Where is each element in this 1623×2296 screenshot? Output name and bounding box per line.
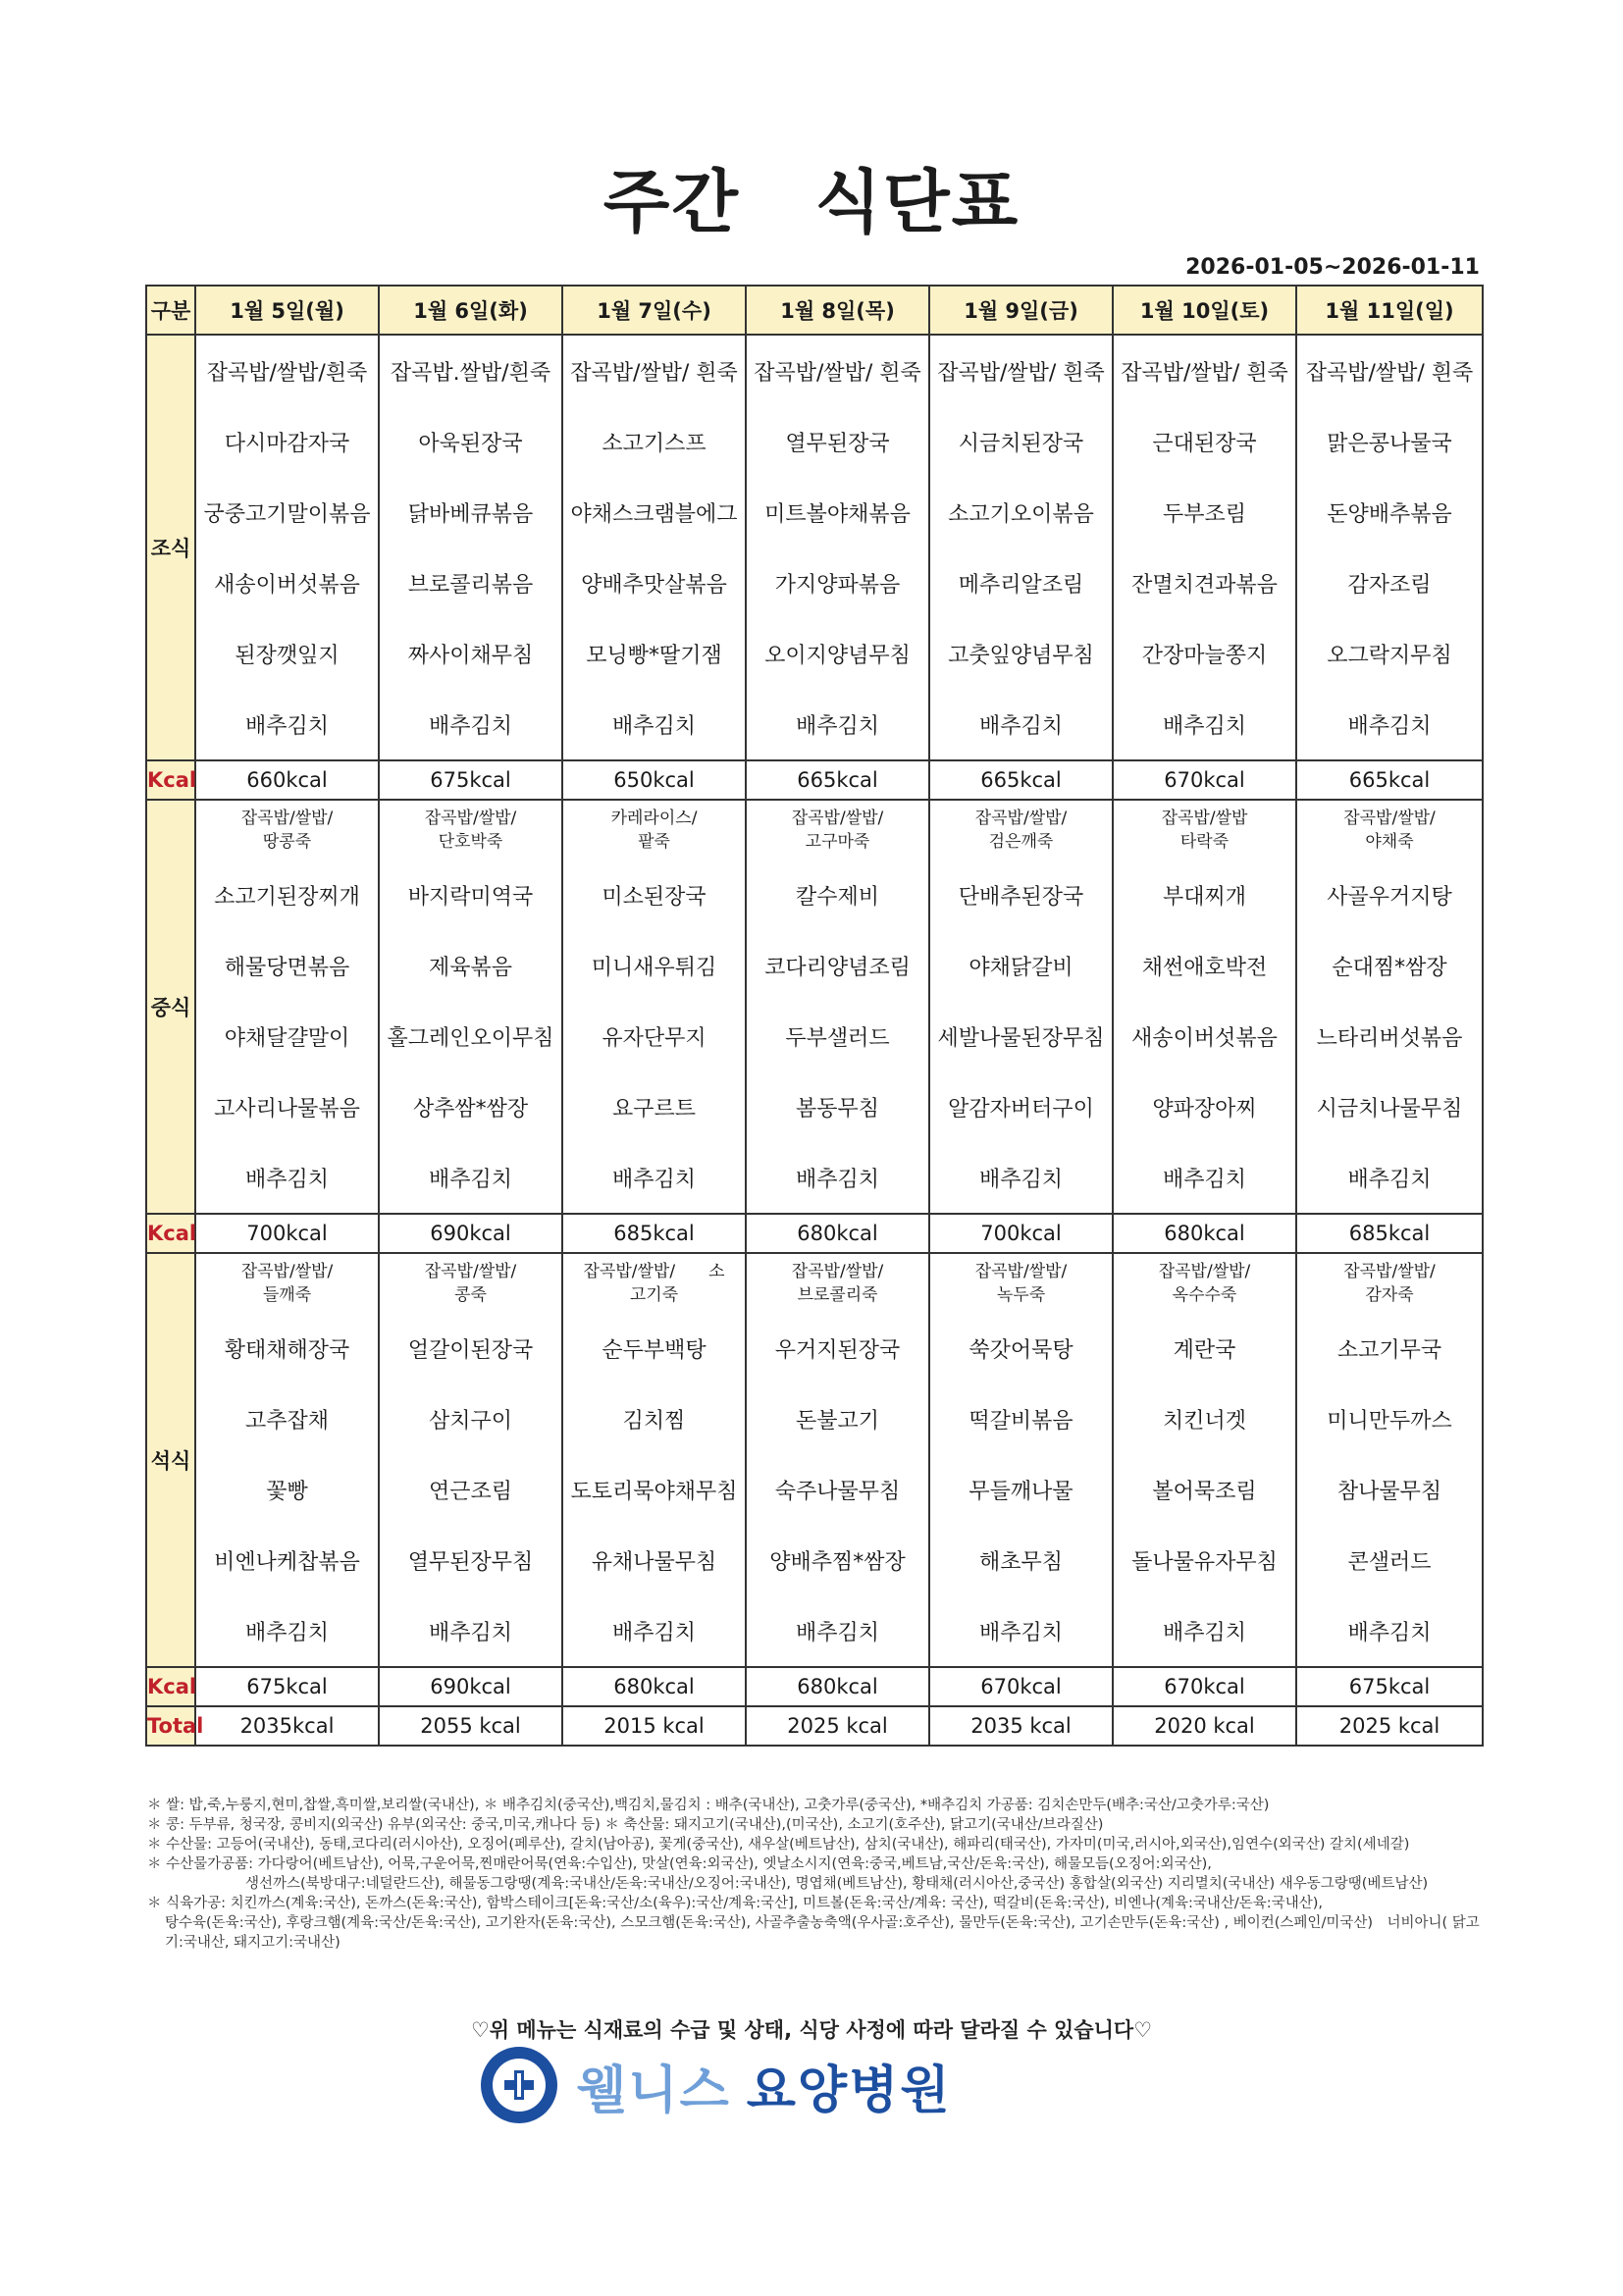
kcal-value: 665kcal — [1296, 760, 1483, 800]
porridge-item — [929, 800, 1113, 860]
menu-item: 미소된장국 — [562, 860, 746, 930]
kcal-row — [146, 1667, 1483, 1706]
total-value: 2055 kcal — [379, 1706, 562, 1746]
menu-item: 간장마늘쫑지 — [1113, 618, 1296, 689]
day-header: 1월 7일(수) — [562, 286, 746, 335]
porridge-line: 잡곡밥/쌀밥/ — [240, 809, 334, 828]
menu-item: 연근조림 — [379, 1454, 562, 1525]
menu-item: 비엔나케찹볶음 — [195, 1525, 379, 1595]
menu-item: 황태채해장국 — [195, 1313, 379, 1383]
menu-item: 소고기된장찌개 — [195, 860, 379, 930]
menu-item: 시금치나물무침 — [1296, 1071, 1483, 1142]
menu-item: 잔멸치견과볶음 — [1113, 548, 1296, 618]
porridge-item — [1113, 1253, 1296, 1313]
total-value: 2035kcal — [195, 1706, 379, 1746]
breakfast-row — [146, 689, 1483, 760]
category-header: 구분 — [146, 286, 195, 335]
porridge-line: 잡곡밥/쌀밥/ — [791, 1262, 884, 1281]
menu-item: 배추김치 — [195, 1595, 379, 1667]
menu-item: 배추김치 — [1113, 1142, 1296, 1214]
menu-item: 배추김치 — [379, 689, 562, 760]
menu-item: 아욱된장국 — [379, 406, 562, 477]
menu-item: 꽃빵 — [195, 1454, 379, 1525]
kcal-row — [146, 1214, 1483, 1253]
menu-item: 삼치구이 — [379, 1383, 562, 1454]
porridge-item — [1113, 800, 1296, 860]
menu-item: 느타리버섯볶음 — [1296, 1001, 1483, 1071]
kcal-value: 675kcal — [195, 1667, 379, 1706]
menu-item: 근대된장국 — [1113, 406, 1296, 477]
porridge-line: 잡곡밥/쌀밥 — [1161, 809, 1248, 828]
porridge-item — [1296, 1253, 1483, 1313]
kcal-row — [146, 760, 1483, 800]
porridge-item — [379, 800, 562, 860]
menu-item: 고사리나물볶음 — [195, 1071, 379, 1142]
porridge-line: 팥죽 — [638, 832, 670, 852]
date-range: 2026-01-05~2026-01-11 — [1185, 255, 1480, 280]
menu-item: 궁중고기말이볶음 — [195, 477, 379, 548]
porridge-line: 잡곡밥/쌀밥/ — [240, 1262, 334, 1281]
kcal-value: 675kcal — [1296, 1667, 1483, 1706]
menu-item: 새송이버섯볶음 — [1113, 1001, 1296, 1071]
menu-item: 돈불고기 — [746, 1383, 929, 1454]
porridge-line: 감자죽 — [1365, 1285, 1414, 1305]
kcal-value: 680kcal — [746, 1214, 929, 1253]
kcal-value: 665kcal — [746, 760, 929, 800]
porridge-line: 잡곡밥/쌀밥/ — [974, 1262, 1068, 1281]
porridge-item — [379, 1253, 562, 1313]
menu-item: 배추김치 — [929, 1595, 1113, 1667]
origin-notes — [147, 1796, 1482, 1953]
menu-item: 돌나물유자무침 — [1113, 1525, 1296, 1595]
kcal-value: 685kcal — [562, 1214, 746, 1253]
menu-item: 배추김치 — [1296, 1142, 1483, 1214]
menu-item: 부대찌개 — [1113, 860, 1296, 930]
menu-item: 양배추찜*쌈장 — [746, 1525, 929, 1595]
menu-item: 잡곡밥/쌀밥/ 흰죽 — [1113, 335, 1296, 406]
breakfast-row — [146, 477, 1483, 548]
menu-item: 양파장아찌 — [1113, 1071, 1296, 1142]
porridge-item — [195, 800, 379, 860]
menu-item: 코다리양념조림 — [746, 930, 929, 1001]
menu-item: 열무된장국 — [746, 406, 929, 477]
porridge-line: 잡곡밥/쌀밥/ — [424, 1262, 517, 1281]
porridge-line: 잡곡밥/쌀밥/ — [1343, 1262, 1436, 1281]
porridge-line: 잡곡밥/쌀밥/ 소 — [583, 1262, 725, 1281]
page-title: 주간 식단표 — [602, 162, 1021, 242]
menu-item: 배추김치 — [1113, 1595, 1296, 1667]
total-value: 2015 kcal — [562, 1706, 746, 1746]
kcal-label: Kcal — [146, 1214, 195, 1253]
kcal-value: 680kcal — [1113, 1214, 1296, 1253]
menu-item: 상추쌈*쌈장 — [379, 1071, 562, 1142]
note-line: ＊ 콩: 두부류, 청국장, 콩비지(외국산) 유부(외국산: 중국,미국,캐나다 등) ＊ 축산물: 돼지고기(국내산),(미국산), 소고기(호주산), 닭고기(국내산/브라질산) — [147, 1817, 1104, 1833]
kcal-value: 650kcal — [562, 760, 746, 800]
menu-item: 해초무침 — [929, 1525, 1113, 1595]
menu-item: 배추김치 — [1296, 1595, 1483, 1667]
porridge-line: 브로콜리죽 — [797, 1285, 878, 1305]
lunch-row — [146, 1001, 1483, 1071]
menu-item: 얼갈이된장국 — [379, 1313, 562, 1383]
hospital-brand — [481, 2046, 952, 2124]
menu-item: 볼어묵조림 — [1113, 1454, 1296, 1525]
dinner-row — [146, 1454, 1483, 1525]
lunch-row — [146, 930, 1483, 1001]
breakfast-row — [146, 548, 1483, 618]
porridge-line: 잡곡밥/쌀밥/ — [974, 809, 1068, 828]
menu-item: 소고기오이볶음 — [929, 477, 1113, 548]
menu-item: 시금치된장국 — [929, 406, 1113, 477]
note-line: 생선까스(북방대구:네덜란드산), 해물동그랑땡(계육:국내산/돈육:국내산/오징어:국내산), 명엽채(베트남산), 황태채(러시아산,중국산) 홍합살(외국산) 지리멸치(국내산) 새우동그랑땡(베트남산) — [245, 1876, 1429, 1892]
menu-item: 소고기무국 — [1296, 1313, 1483, 1383]
porridge-line: 카레라이스/ — [610, 809, 698, 828]
menu-item: 야채스크램블에그 — [562, 477, 746, 548]
menu-item: 유채나물무침 — [562, 1525, 746, 1595]
porridge-line: 콩죽 — [454, 1285, 487, 1305]
porridge-line: 야채죽 — [1365, 832, 1414, 852]
day-header: 1월 5일(월) — [195, 286, 379, 335]
lunch-row — [146, 1142, 1483, 1214]
menu-item: 배추김치 — [195, 689, 379, 760]
header-row — [146, 286, 1483, 335]
kcal-value: 670kcal — [1113, 760, 1296, 800]
total-value: 2025 kcal — [1296, 1706, 1483, 1746]
menu-item: 잡곡밥/쌀밥/ 흰죽 — [1296, 335, 1483, 406]
porridge-item — [195, 1253, 379, 1313]
menu-item: 요구르트 — [562, 1071, 746, 1142]
porridge-line: 단호박죽 — [438, 832, 503, 852]
menu-item: 가지양파볶음 — [746, 548, 929, 618]
porridge-line: 잡곡밥/쌀밥/ — [1343, 809, 1436, 828]
porridge-line: 고구마죽 — [805, 832, 870, 852]
menu-item: 미니새우튀김 — [562, 930, 746, 1001]
menu-item: 숙주나물무침 — [746, 1454, 929, 1525]
menu-item: 배추김치 — [195, 1142, 379, 1214]
menu-item: 콘샐러드 — [1296, 1525, 1483, 1595]
porridge-line: 잡곡밥/쌀밥/ — [424, 809, 517, 828]
breakfast-row — [146, 406, 1483, 477]
menu-item: 배추김치 — [1113, 689, 1296, 760]
porridge-item — [562, 800, 746, 860]
menu-item: 칼수제비 — [746, 860, 929, 930]
menu-item: 오이지양념무침 — [746, 618, 929, 689]
menu-item: 홀그레인오이무침 — [379, 1001, 562, 1071]
lunch-label: 중식 — [146, 800, 195, 1214]
menu-item: 치킨너겟 — [1113, 1383, 1296, 1454]
porridge-line: 잡곡밥/쌀밥/ — [791, 809, 884, 828]
menu-item: 배추김치 — [746, 1595, 929, 1667]
total-row — [146, 1706, 1483, 1746]
menu-item: 사골우거지탕 — [1296, 860, 1483, 930]
total-value: 2025 kcal — [746, 1706, 929, 1746]
note-line: ＊ 수산물가공품: 가다랑어(베트남산), 어묵,구운어묵,찐매란어묵(연육:수입산), 맛살(연육:외국산), 엣날소시지(연육:중국,베트남,국산/돈육:국산), 해물모듬(오징어:외국산), — [147, 1856, 1212, 1872]
menu-item: 도토리묵야채무침 — [562, 1454, 746, 1525]
kcal-value: 690kcal — [379, 1214, 562, 1253]
menu-item: 모닝빵*딸기잼 — [562, 618, 746, 689]
lunch-row — [146, 1071, 1483, 1142]
day-header: 1월 8일(목) — [746, 286, 929, 335]
dinner-porridge-row — [146, 1253, 1483, 1313]
menu-item: 단배추된장국 — [929, 860, 1113, 930]
note-line: ＊ 식육가공: 치킨까스(계육:국산), 돈까스(돈육:국산), 함박스테이크[돈육:국산/소(육우):국산/계육:국산], 미트볼(돈육:국산/계육: 국산), 떡갈비(돈육:국산), 비엔나(계육:국내산/돈육:국내산), — [147, 1896, 1323, 1911]
menu-item: 바지락미역국 — [379, 860, 562, 930]
menu-item: 배추김치 — [562, 689, 746, 760]
kcal-value: 700kcal — [195, 1214, 379, 1253]
lunch-porridge-row — [146, 800, 1483, 860]
menu-item: 잡곡밥.쌀밥/흰죽 — [379, 335, 562, 406]
kcal-label: Kcal — [146, 760, 195, 800]
kcal-value: 675kcal — [379, 760, 562, 800]
menu-item: 짜사이채무침 — [379, 618, 562, 689]
breakfast-label: 조식 — [146, 335, 195, 760]
menu-body — [146, 335, 1483, 1746]
menu-change-notice: ♡위 메뉴는 식재료의 수급 및 상태, 식당 사정에 따라 달라질 수 있습니다♡ — [470, 2018, 1153, 2042]
menu-item: 두부조림 — [1113, 477, 1296, 548]
porridge-item — [1296, 800, 1483, 860]
menu-item: 배추김치 — [562, 1595, 746, 1667]
dinner-row — [146, 1383, 1483, 1454]
porridge-line: 들깨죽 — [262, 1285, 312, 1305]
menu-item: 잡곡밥/쌀밥/ 흰죽 — [746, 335, 929, 406]
kcal-value: 680kcal — [746, 1667, 929, 1706]
menu-item: 오그락지무침 — [1296, 618, 1483, 689]
kcal-value: 670kcal — [929, 1667, 1113, 1706]
total-value: 2035 kcal — [929, 1706, 1113, 1746]
menu-item: 배추김치 — [562, 1142, 746, 1214]
hospital-name-part1: 웰니스 — [577, 2061, 731, 2120]
day-header: 1월 9일(금) — [929, 286, 1113, 335]
menu-item: 소고기스프 — [562, 406, 746, 477]
hospital-cross-logo-icon — [481, 2047, 557, 2123]
menu-item: 새송이버섯볶음 — [195, 548, 379, 618]
menu-item: 무들깨나물 — [929, 1454, 1113, 1525]
porridge-line: 녹두죽 — [996, 1285, 1046, 1305]
porridge-line: 잡곡밥/쌀밥/ — [1158, 1262, 1251, 1281]
day-header: 1월 10일(토) — [1113, 286, 1296, 335]
menu-item: 된장깻잎지 — [195, 618, 379, 689]
menu-item: 미니만두까스 — [1296, 1383, 1483, 1454]
menu-item: 해물당면볶음 — [195, 930, 379, 1001]
kcal-value: 670kcal — [1113, 1667, 1296, 1706]
menu-item: 다시마감자국 — [195, 406, 379, 477]
porridge-item — [746, 800, 929, 860]
porridge-line: 고기죽 — [629, 1285, 679, 1305]
menu-item: 야채닭갈비 — [929, 930, 1113, 1001]
menu-item: 떡갈비볶음 — [929, 1383, 1113, 1454]
menu-item: 쑥갓어묵탕 — [929, 1313, 1113, 1383]
menu-item: 감자조림 — [1296, 548, 1483, 618]
menu-item: 우거지된장국 — [746, 1313, 929, 1383]
breakfast-row — [146, 618, 1483, 689]
note-line: ＊ 수산물: 고등어(국내산), 동태,코다리(러시아산), 오징어(페루산), 갈치(남아공), 꽃게(중국산), 새우살(베트남산), 삼치(국내산), 해파리(태국산), 가자미(미국,러시아,외국산),임연수(외국산) 갈치(세네갈) — [147, 1837, 1410, 1852]
menu-item: 채썬애호박전 — [1113, 930, 1296, 1001]
porridge-line: 타락죽 — [1179, 832, 1230, 852]
dinner-row — [146, 1313, 1483, 1383]
menu-item: 배추김치 — [379, 1142, 562, 1214]
menu-item: 참나물무침 — [1296, 1454, 1483, 1525]
kcal-value: 665kcal — [929, 760, 1113, 800]
porridge-item — [929, 1253, 1113, 1313]
menu-item: 배추김치 — [1296, 689, 1483, 760]
total-label: Total — [146, 1706, 195, 1746]
menu-item: 순대찜*쌈장 — [1296, 930, 1483, 1001]
menu-item: 고추잡채 — [195, 1383, 379, 1454]
kcal-label: Kcal — [146, 1667, 195, 1706]
menu-item: 알감자버터구이 — [929, 1071, 1113, 1142]
kcal-value: 660kcal — [195, 760, 379, 800]
porridge-line: 검은깨죽 — [988, 832, 1054, 852]
porridge-line: 옥수수죽 — [1172, 1285, 1237, 1305]
menu-item: 배추김치 — [929, 1142, 1113, 1214]
kcal-value: 680kcal — [562, 1667, 746, 1706]
menu-item: 돈양배추볶음 — [1296, 477, 1483, 548]
menu-item: 맑은콩나물국 — [1296, 406, 1483, 477]
hospital-name-part2: 요양병원 — [746, 2061, 952, 2120]
dinner-label: 석식 — [146, 1253, 195, 1667]
hospital-name — [577, 2049, 952, 2122]
menu-item: 잡곡밥/쌀밥/ 흰죽 — [562, 335, 746, 406]
breakfast-row — [146, 335, 1483, 406]
menu-item: 세발나물된장무침 — [929, 1001, 1113, 1071]
menu-item: 양배추맛살볶음 — [562, 548, 746, 618]
menu-item: 브로콜리볶음 — [379, 548, 562, 618]
note-line: ＊ 쌀: 밥,죽,누룽지,현미,찹쌀,흑미쌀,보리쌀(국내산), ＊ 배추김치(중국산),백김치,물김치 : 배추(국내산), 고춧가루(중국산), *배추김치 가공품: 김치손만두(배추:국산/고춧가루:국산) — [147, 1798, 1270, 1813]
menu-item: 봄동무침 — [746, 1071, 929, 1142]
menu-item: 닭바베큐볶음 — [379, 477, 562, 548]
kcal-value: 690kcal — [379, 1667, 562, 1706]
menu-item: 열무된장무침 — [379, 1525, 562, 1595]
menu-item: 잡곡밥/쌀밥/흰죽 — [195, 335, 379, 406]
menu-item: 미트볼야채볶음 — [746, 477, 929, 548]
kcal-value: 685kcal — [1296, 1214, 1483, 1253]
menu-item: 고춧잎양념무침 — [929, 618, 1113, 689]
menu-item: 잡곡밥/쌀밥/ 흰죽 — [929, 335, 1113, 406]
menu-item: 야채달걀말이 — [195, 1001, 379, 1071]
day-header: 1월 6일(화) — [379, 286, 562, 335]
menu-item: 유자단무지 — [562, 1001, 746, 1071]
porridge-line: 땅콩죽 — [262, 832, 312, 852]
day-header: 1월 11일(일) — [1296, 286, 1483, 335]
dinner-row — [146, 1595, 1483, 1667]
porridge-item — [562, 1253, 746, 1313]
total-value: 2020 kcal — [1113, 1706, 1296, 1746]
note-line: 탕수육(돈육:국산), 후랑크햄(계육:국산/돈육:국산), 고기완자(돈육:국산), 스모크햄(돈육:국산), 사골추출농축액(우사골:호주산), 물만두(돈육:국산), 고기손만두(돈육:국산) , 베이컨(스페인/미국산) 너비아니( 닭고기:국내산, 돼지고기:국내산) — [165, 1915, 1480, 1951]
menu-item: 배추김치 — [379, 1595, 562, 1667]
menu-item: 배추김치 — [929, 689, 1113, 760]
menu-item: 메추리알조림 — [929, 548, 1113, 618]
menu-item: 두부샐러드 — [746, 1001, 929, 1071]
menu-item: 배추김치 — [746, 1142, 929, 1214]
menu-item: 배추김치 — [746, 689, 929, 760]
lunch-row — [146, 860, 1483, 930]
kcal-value: 700kcal — [929, 1214, 1113, 1253]
menu-item: 순두부백탕 — [562, 1313, 746, 1383]
weekly-menu-table — [145, 285, 1484, 1747]
menu-item: 제육볶음 — [379, 930, 562, 1001]
porridge-item — [746, 1253, 929, 1313]
menu-item: 김치찜 — [562, 1383, 746, 1454]
dinner-row — [146, 1525, 1483, 1595]
menu-item: 계란국 — [1113, 1313, 1296, 1383]
